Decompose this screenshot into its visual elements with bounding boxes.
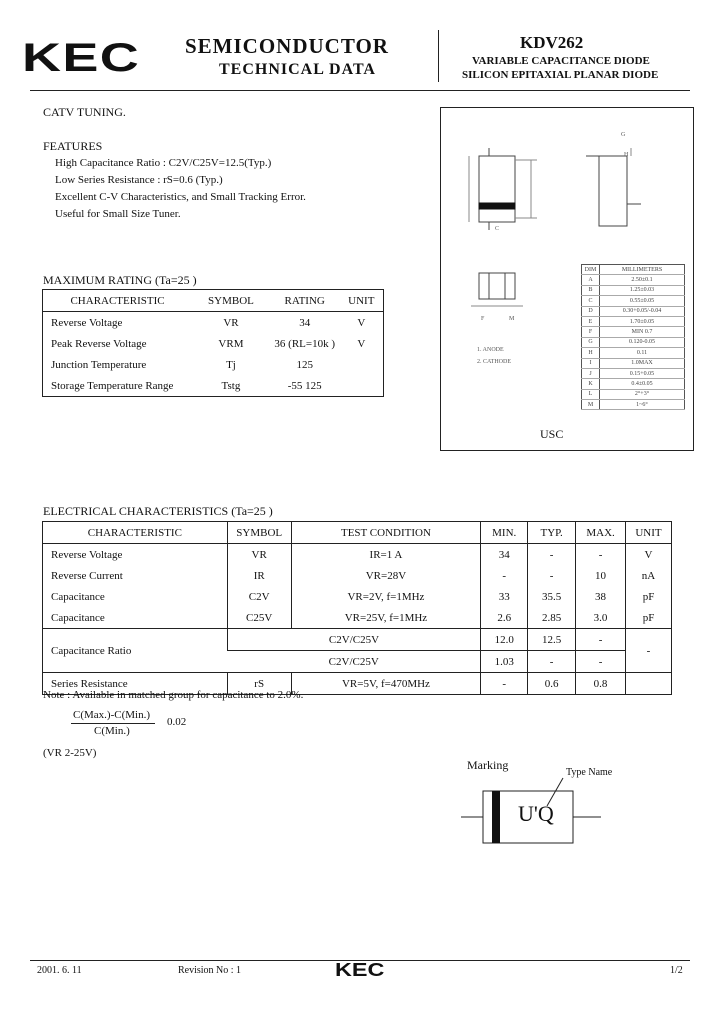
column-header: SYMBOL xyxy=(227,522,291,544)
dimension-row xyxy=(582,337,685,347)
table-cell: 2.85 xyxy=(528,607,576,629)
table-cell: 2.50±0.1 xyxy=(600,275,685,285)
table-cell: C2V xyxy=(227,586,291,607)
dimension-row xyxy=(582,389,685,399)
dimension-row xyxy=(582,348,685,358)
feature-item: Useful for Small Size Tuner. xyxy=(55,208,181,220)
dimension-row xyxy=(582,316,685,326)
table-cell: Capacitance xyxy=(51,590,105,603)
table-cell: Reverse Voltage xyxy=(51,548,123,561)
table-cell: 38 xyxy=(576,586,626,607)
dimension-row xyxy=(582,285,685,295)
table-cell: -55 125 xyxy=(287,379,322,392)
table-row xyxy=(43,354,384,375)
max-rating-heading: MAXIMUM RATING (Ta=25 ) xyxy=(43,273,197,287)
dimension-row xyxy=(582,296,685,306)
table-cell: - xyxy=(481,565,528,586)
table-cell: 36 (RL=10k ) xyxy=(274,337,335,350)
table-cell: pF xyxy=(626,586,672,607)
feature-item: Low Series Resistance : rS=0.6 (Typ.) xyxy=(55,174,223,186)
table-cell: 1.25±0.03 xyxy=(600,285,685,295)
table-cell: Junction Temperature xyxy=(51,358,147,371)
table-cell: 3.0 xyxy=(576,607,626,629)
table-row xyxy=(43,565,672,586)
table-cell: VR xyxy=(227,544,291,566)
svg-text:F: F xyxy=(481,316,485,322)
table-cell: A xyxy=(582,275,600,285)
dimension-row xyxy=(582,379,685,389)
table-cell: F xyxy=(582,327,600,337)
footer-date: 2001. 6. 11 xyxy=(37,965,82,976)
table-cell: pF xyxy=(626,607,672,629)
table-cell: 1.0MAX xyxy=(600,358,685,368)
dimension-header-row xyxy=(582,265,685,275)
package-name: USC xyxy=(540,427,564,441)
table-cell: VR=28V xyxy=(291,565,481,586)
max-rating-table xyxy=(42,289,384,397)
table-cell: 0.30+0.05/-0.04 xyxy=(600,306,685,316)
table-cell xyxy=(340,354,384,375)
header-divider xyxy=(438,30,439,82)
part-number: KDV262 xyxy=(520,33,584,52)
note-text: Note : Available in matched group for capacitance to 2.0%. xyxy=(43,689,304,701)
table-cell: - xyxy=(528,565,576,586)
table-cell: 0.55±0.05 xyxy=(600,296,685,306)
kec-logo: KEC xyxy=(22,36,141,80)
dimension-table xyxy=(581,264,685,410)
table-cell: V xyxy=(357,316,366,329)
table-cell: 2°+3° xyxy=(600,389,685,399)
marking-title: Marking xyxy=(467,758,509,772)
table-row xyxy=(43,375,384,397)
table-cell: 10 xyxy=(576,565,626,586)
dimension-row xyxy=(582,306,685,316)
table-row xyxy=(43,333,384,354)
table-row xyxy=(43,312,384,334)
table-cell: VR=5V, f=470MHz xyxy=(291,673,481,695)
column-header: MAX. xyxy=(576,522,626,544)
column-header: CHARACTERISTIC xyxy=(43,290,193,312)
header-subtitle: TECHNICAL DATA xyxy=(219,61,376,78)
column-header: UNIT xyxy=(626,522,672,544)
table-cell: V xyxy=(357,337,366,350)
pin-1-label: 1. ANODE xyxy=(477,347,504,353)
note-numerator: C(Max.)-C(Min.) xyxy=(73,709,150,721)
dimension-row xyxy=(582,368,685,378)
table-cell: - xyxy=(576,629,626,651)
table-cell: VR=2V, f=1MHz xyxy=(291,586,481,607)
table-cell: 1.03 xyxy=(481,651,528,673)
header-rule xyxy=(30,90,690,91)
table-cell: 0.4±0.05 xyxy=(600,379,685,389)
table-cell: I xyxy=(582,358,600,368)
table-cell: IR=1 A xyxy=(291,544,481,566)
footer-kec-logo: KEC xyxy=(335,960,385,980)
table-cell: 34 xyxy=(299,316,311,329)
note-condition: (VR 2-25V) xyxy=(43,747,97,759)
table-cell: J xyxy=(582,368,600,378)
footer-page: 1/2 xyxy=(670,965,683,976)
package-body-bottom xyxy=(479,273,515,299)
note-result: 0.02 xyxy=(167,716,187,728)
column-header: TYP. xyxy=(528,522,576,544)
table-cell: MIN 0.7 xyxy=(600,327,685,337)
table-cell: DIM xyxy=(582,265,600,275)
table-row xyxy=(43,629,672,651)
fraction-bar xyxy=(71,723,155,724)
column-header: TEST CONDITION xyxy=(291,522,481,544)
table-cell: VRM xyxy=(218,337,244,350)
table-cell: B xyxy=(582,285,600,295)
table-row xyxy=(43,544,672,566)
table-cell: nA xyxy=(626,565,672,586)
table-row xyxy=(43,586,672,607)
table-cell: Tj xyxy=(226,358,236,371)
table-cell: VR=25V, f=1MHz xyxy=(291,607,481,629)
table-cell: VR xyxy=(223,316,239,329)
table-cell: Peak Reverse Voltage xyxy=(51,337,147,350)
table-cell: Reverse Voltage xyxy=(51,316,123,329)
type-name-label: Type Name xyxy=(566,767,613,778)
table-cell: 0.15+0.05 xyxy=(600,368,685,378)
table-row xyxy=(43,607,672,629)
package-body-side xyxy=(479,156,515,222)
table-cell: D xyxy=(582,306,600,316)
column-header: CHARACTERISTIC xyxy=(43,522,228,544)
table-cell: 12.0 xyxy=(481,629,528,651)
dimension-row xyxy=(582,358,685,368)
table-cell: rS xyxy=(227,673,291,695)
table-cell: Tstg xyxy=(221,379,241,392)
table-cell: G xyxy=(582,337,600,347)
marking-code: U'Q xyxy=(518,801,554,826)
table-cell: 35.5 xyxy=(528,586,576,607)
table-cell: MILLIMETERS xyxy=(600,265,685,275)
column-header: MIN. xyxy=(481,522,528,544)
table-cell: 1~6° xyxy=(600,400,685,410)
note-denominator: C(Min.) xyxy=(94,725,130,737)
electrical-table xyxy=(42,521,672,695)
table-cell: K xyxy=(582,379,600,389)
svg-text:C: C xyxy=(495,226,500,232)
table-cell: IR xyxy=(227,565,291,586)
dimension-row xyxy=(582,400,685,410)
table-cell xyxy=(340,375,384,397)
cathode-band xyxy=(479,203,515,209)
table-cell: 33 xyxy=(481,586,528,607)
features-heading: FEATURES xyxy=(43,139,103,153)
pin-2-label: 2. CATHODE xyxy=(477,359,511,365)
table-cell: H xyxy=(582,348,600,358)
table-cell: L xyxy=(582,389,600,399)
table-cell: C2V/C25V xyxy=(227,629,481,651)
part-description-2: SILICON EPITAXIAL PLANAR DIODE xyxy=(462,69,659,81)
table-cell xyxy=(626,673,672,695)
svg-text:G: G xyxy=(621,132,626,138)
table-cell: 12.5 xyxy=(528,629,576,651)
table-cell: C xyxy=(582,296,600,306)
electrical-heading: ELECTRICAL CHARACTERISTICS (Ta=25 ) xyxy=(43,504,273,518)
feature-item: High Capacitance Ratio : C2V/C25V=12.5(Typ.) xyxy=(55,157,272,169)
column-header: RATING xyxy=(270,290,340,312)
table-cell: Storage Temperature Range xyxy=(51,379,174,392)
table-cell: 2.6 xyxy=(481,607,528,629)
table-cell: Capacitance xyxy=(51,611,105,624)
table-cell: 0.11 xyxy=(600,348,685,358)
table-cell: - xyxy=(576,544,626,566)
table-cell: Series Resistance xyxy=(43,673,228,695)
svg-text:M: M xyxy=(509,316,515,322)
table-cell: 0.120-0.05 xyxy=(600,337,685,347)
table-cell: - xyxy=(576,651,626,673)
table-cell: 0.8 xyxy=(576,673,626,695)
application-text: CATV TUNING. xyxy=(43,105,126,119)
part-description-1: VARIABLE CAPACITANCE DIODE xyxy=(472,55,650,67)
table-cell: V xyxy=(626,544,672,566)
column-header: SYMBOL xyxy=(192,290,270,312)
svg-text:H: H xyxy=(624,152,629,158)
cathode-stripe xyxy=(492,791,500,843)
table-cell: 125 xyxy=(296,358,313,371)
table-cell: C25V xyxy=(227,607,291,629)
table-cell: - xyxy=(481,673,528,695)
table-cell: Capacitance Ratio xyxy=(43,629,228,673)
footer-revision: Revision No : 1 xyxy=(178,965,242,976)
feature-item: Excellent C-V Characteristics, and Small Tracking Error. xyxy=(55,191,306,203)
table-cell: M xyxy=(582,400,600,410)
column-header: UNIT xyxy=(340,290,384,312)
table-cell: - xyxy=(528,651,576,673)
dimension-row xyxy=(582,327,685,337)
table-cell: Reverse Current xyxy=(51,569,123,582)
header-title: SEMICONDUCTOR xyxy=(185,34,389,58)
table-cell: 1.70±0.05 xyxy=(600,316,685,326)
table-cell: 34 xyxy=(481,544,528,566)
dimension-row xyxy=(582,275,685,285)
table-cell: - xyxy=(528,544,576,566)
package-body-profile xyxy=(599,156,627,226)
table-cell: 0.6 xyxy=(528,673,576,695)
table-cell: C2V/C25V xyxy=(227,651,481,673)
table-cell: E xyxy=(582,316,600,326)
table-cell: - xyxy=(626,629,672,673)
